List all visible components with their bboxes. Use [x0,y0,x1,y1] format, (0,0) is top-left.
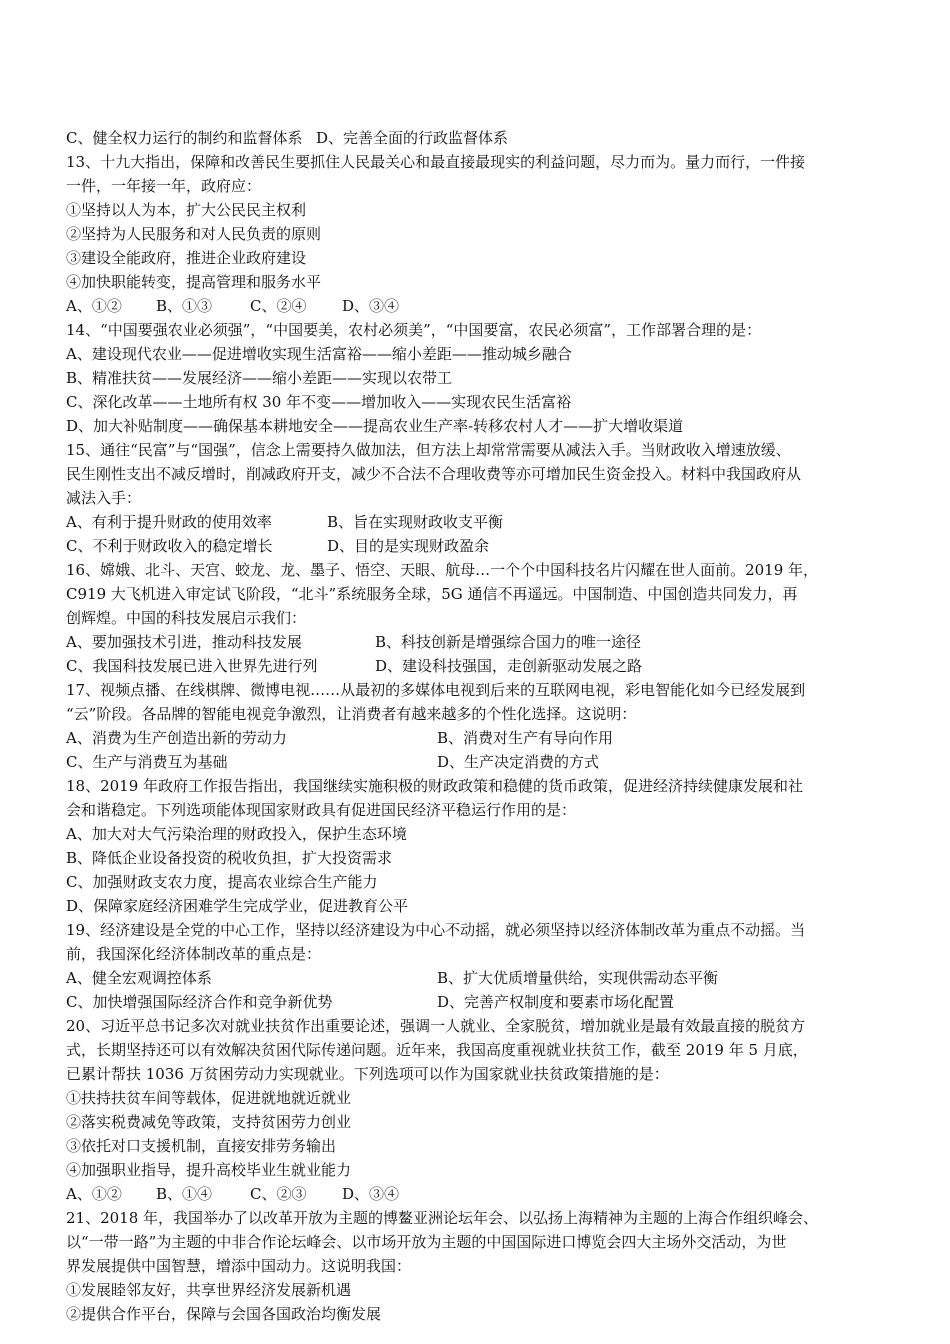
q13-options [66,294,886,318]
q18-stem-line: 会和谐稳定。下列选项能体现国家财政具有促进国民经济平稳运行作用的是： [66,801,577,819]
q12-option-c[interactable]: C、健全权力运行的制约和监督体系 [66,129,303,147]
q17-stem-line: “云”阶段。各品牌的智能电视竞争激烈，让消费者有越来越多的个性化选择。这说明： [66,705,637,723]
q19-option-c[interactable]: C、加快增强国际经济合作和竞争新优势 [66,993,333,1011]
q14-option-c[interactable]: C、深化改革——土地所有权 30 年不变——增加收入——实现农民生活富裕 [66,393,572,411]
q17-stem-line: 17、视频点播、在线棋牌、微博电视……从最初的多媒体电视到后来的互联网电视，彩电智能化如今已经发展到 [66,681,806,699]
q18-option-c[interactable]: C、加强财政支农力度，提高农业综合生产能力 [66,873,378,891]
q21-item: ②提供合作平台，保障与会国各国政治均衡发展 [66,1305,382,1323]
q13-option-d[interactable]: D、③④ [342,297,400,315]
q19-options-ab [66,966,886,990]
q12-options-cd [66,126,886,150]
q16-option-b[interactable]: B、科技创新是增强综合国力的唯一途径 [375,633,642,651]
q19-stem-line: 前，我国深化经济体制改革的重点是： [66,945,322,963]
q13-item: ④加快职能转变，提高管理和服务水平 [66,273,322,291]
q21-stem-line: 界发展提供中国智慧，增添中国动力。这说明我国： [66,1257,412,1275]
q13-stem-line: 一件，一年接一年，政府应： [66,177,262,195]
q19-option-b[interactable]: B、扩大优质增量供给，实现供需动态平衡 [437,969,719,987]
q17-option-a[interactable]: A、消费为生产创造出新的劳动力 [66,729,287,747]
q20-item: ④加强职业指导，提升高校毕业生就业能力 [66,1161,352,1179]
q14-stem-line: 14、“中国要强农业必须强”，“中国要美，农村必须美”，“中国要富，农民必须富”，工作部署合理的是： [66,321,762,339]
q16-option-d[interactable]: D、建设科技强国，走创新驱动发展之路 [375,657,643,675]
q20-option-b[interactable]: B、①④ [156,1185,213,1203]
q16-stem-line: 创辉煌。中国的科技发展启示我们： [66,609,307,627]
q17-options-cd [66,750,886,774]
q15-options-ab [66,510,886,534]
q15-options-cd [66,534,886,558]
q13-item: ①坚持以人为本，扩大公民民主权利 [66,201,307,219]
q14-option-b[interactable]: B、精准扶贫——发展经济——缩小差距——实现以农带工 [66,369,453,387]
q21-stem-line: 以“一带一路”为主题的中非合作论坛峰会、以市场开放为主题的中国国际进口博览会四大主场外交活动，为世 [66,1233,787,1251]
q20-option-c[interactable]: C、②③ [250,1185,307,1203]
q19-stem-line: 19、经济建设是全党的中心工作，坚持以经济建设为中心不动摇，就必须坚持以经济体制改革为重点不动摇。当 [66,921,806,939]
q15-option-d[interactable]: D、目的是实现财政盈余 [327,537,490,555]
q14-option-a[interactable]: A、建设现代农业——促进增收实现生活富裕——缩小差距——推动城乡融合 [66,345,572,363]
q18-stem-line: 18、2019 年政府工作报告指出，我国继续实施积极的财政政策和稳健的货币政策，促进经济持续健康发展和社 [66,777,804,795]
q18-option-b[interactable]: B、降低企业设备投资的税收负担，扩大投资需求 [66,849,393,867]
q16-stem-line: 16、嫦娥、北斗、天宫、蛟龙、龙、墨子、悟空、天眼、航母…一个个中国科技名片闪耀在世人面前。2019 年， [66,561,819,579]
q19-options-cd [66,990,886,1014]
q12-option-d[interactable]: D、完善全面的行政监督体系 [316,129,509,147]
q21-stem-line: 21、2018 年，我国举办了以改革开放为主题的博鳌亚洲论坛年会、以弘扬上海精神为主题的上海合作组织峰会、 [66,1209,819,1227]
q15-option-c[interactable]: C、不利于财政收入的稳定增长 [66,537,273,555]
q19-option-d[interactable]: D、完善产权制度和要素市场化配置 [437,993,675,1011]
q20-stem-line: 20、习近平总书记多次对就业扶贫作出重要论述，强调一人就业、全家脱贫，增加就业是最有效最直接的脱贫方 [66,1017,806,1035]
q14-option-d[interactable]: D、加大补贴制度——确保基本耕地安全——提高农业生产率-转移农村人才——扩大增收渠道 [66,417,684,435]
q15-option-a[interactable]: A、有利于提升财政的使用效率 [66,513,272,531]
q17-option-d[interactable]: D、生产决定消费的方式 [437,753,600,771]
q13-option-b[interactable]: B、①③ [156,297,213,315]
q17-options-ab [66,726,886,750]
q18-option-a[interactable]: A、加大对大气污染治理的财政投入，保护生态环境 [66,825,407,843]
q15-stem-line: 减法入手： [66,489,142,507]
q20-item: ②落实税费减免等政策，支持贫困劳力创业 [66,1113,352,1131]
q16-options-ab [66,630,886,654]
q13-stem-line: 13、十九大指出，保障和改善民生要抓住人民最关心和最直接最现实的利益问题，尽力而为。量力而行，一件接 [66,153,806,171]
q20-options [66,1182,886,1206]
q18-option-d[interactable]: D、保障家庭经济困难学生完成学业，促进教育公平 [66,897,409,915]
q20-option-d[interactable]: D、③④ [342,1185,400,1203]
q16-options-cd [66,654,886,678]
q20-item: ①扶持扶贫车间等载体，促进就地就近就业 [66,1089,352,1107]
q13-option-c[interactable]: C、②④ [250,297,307,315]
q19-option-a[interactable]: A、健全宏观调控体系 [66,969,212,987]
q16-stem-line: C919 大飞机进入审定试飞阶段，“北斗”系统服务全球，5G 通信不再遥远。中国制造、中国创造共同发力，再 [66,585,798,603]
q15-option-b[interactable]: B、旨在实现财政收支平衡 [327,513,504,531]
q13-option-a[interactable]: A、①② [66,297,122,315]
q13-item: ②坚持为人民服务和对人民负责的原则 [66,225,322,243]
q21-item: ①发展睦邻友好，共享世界经济发展新机遇 [66,1281,352,1299]
exam-page [66,126,886,1326]
q13-item: ③建设全能政府，推进企业政府建设 [66,249,307,267]
q16-option-c[interactable]: C、我国科技发展已进入世界先进行列 [66,657,318,675]
q15-stem-line: 15、通往“民富”与“国强”，信念上需要持久做加法，但方法上却常常需要从减法入手。当财政收入增速放缓、 [66,441,791,459]
q20-option-a[interactable]: A、①② [66,1185,122,1203]
q20-item: ③依托对口支援机制，直接安排劳务输出 [66,1137,337,1155]
q17-option-c[interactable]: C、生产与消费互为基础 [66,753,228,771]
q17-option-b[interactable]: B、消费对生产有导向作用 [437,729,614,747]
q20-stem-line: 式，长期坚持还可以有效解决贫困代际传递问题。近年来，我国高度重视就业扶贫工作，截至 2019 年 5 月底， [66,1041,808,1059]
q15-stem-line: 民生刚性支出不减反增时，削减政府开支，减少不合法不合理收费等亦可增加民生资金投入。材料中我国政府从 [66,465,802,483]
q20-stem-line: 已累计帮扶 1036 万贫困劳动力实现就业。下列选项可以作为国家就业扶贫政策措施的是： [66,1065,669,1083]
q16-option-a[interactable]: A、要加强技术引进，推动科技发展 [66,633,302,651]
